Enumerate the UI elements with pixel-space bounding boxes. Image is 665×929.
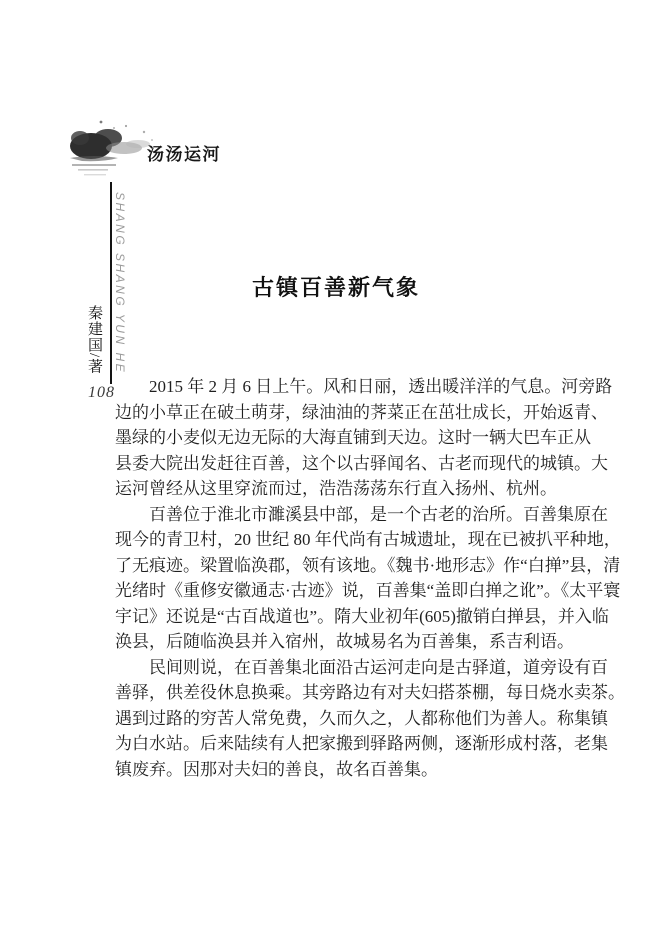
page-number: 108 [88, 384, 115, 401]
text-line: 为白水站。后来陆续有人把家搬到驿路两侧，逐渐形成村落，老集 [115, 734, 608, 753]
text-line: 涣县，后随临涣县并入宿州，故城易名为百善集，系吉利语。 [115, 632, 574, 651]
text-line: 县委大院出发赶往百善，这个以古驿闻名、古老而现代的城镇。大 [115, 453, 608, 473]
text-line: 光绪时《重修安徽通志·古迹》说，百善集“盖即白掸之讹”。《太平寰 [115, 581, 621, 600]
text-line: 百善位于淮北市濉溪县中部，是一个古老的治所。百善集原在 [149, 504, 608, 524]
article-title: 古镇百善新气象 [251, 274, 420, 300]
text-line: 镇废弃。因那对夫妇的善良，故名百善集。 [115, 759, 438, 779]
text-line: 民间则说，在百善集北面沿古运河走向是古驿道，道旁设有百 [149, 657, 608, 677]
text-line: 运河曾经从这里穿流而过，浩浩荡荡东行直入扬州、杭州。 [115, 479, 557, 498]
text-line: 了无痕迹。梁置临涣郡，领有该地。《魏书·地形志》作“白掸”县，清 [115, 555, 621, 575]
text-line: 边的小草正在破土萌芽，绿油油的荠菜正在茁壮成长，开始返青、 [115, 402, 608, 422]
text-line: 宇记》还说是“古百战道也”。隋大业初年(605)撤销白掸县，并入临 [115, 606, 609, 626]
text-line: 2015 年 2 月 6 日上午。风和日丽，透出暖洋洋的气息。河旁路 [149, 377, 613, 396]
author-byline: 秦建国/著 [86, 305, 102, 375]
text-line: 善驿，供差役休息换乘。其旁路边有对夫妇搭茶棚，每日烧水卖茶。 [115, 683, 625, 702]
paragraph [115, 502, 621, 655]
article-body [115, 374, 625, 782]
text-line: 现今的青卫村，20 世纪 80 年代尚有古城遗址，现在已被扒平种地， [115, 530, 621, 549]
series-title: 汤汤运河 [147, 145, 221, 164]
paragraph [115, 655, 625, 783]
paragraph [115, 374, 613, 502]
text-line: 墨绿的小麦似无边无际的大海直铺到天边。这时一辆大巴车正从 [115, 428, 591, 447]
text-line: 遇到过路的穷苦人常免费，久而久之，人都称他们为善人。称集镇 [115, 708, 608, 728]
series-title-latin: SHANG SHANG YUN HE [113, 192, 127, 375]
sidebar-rule [110, 182, 112, 384]
